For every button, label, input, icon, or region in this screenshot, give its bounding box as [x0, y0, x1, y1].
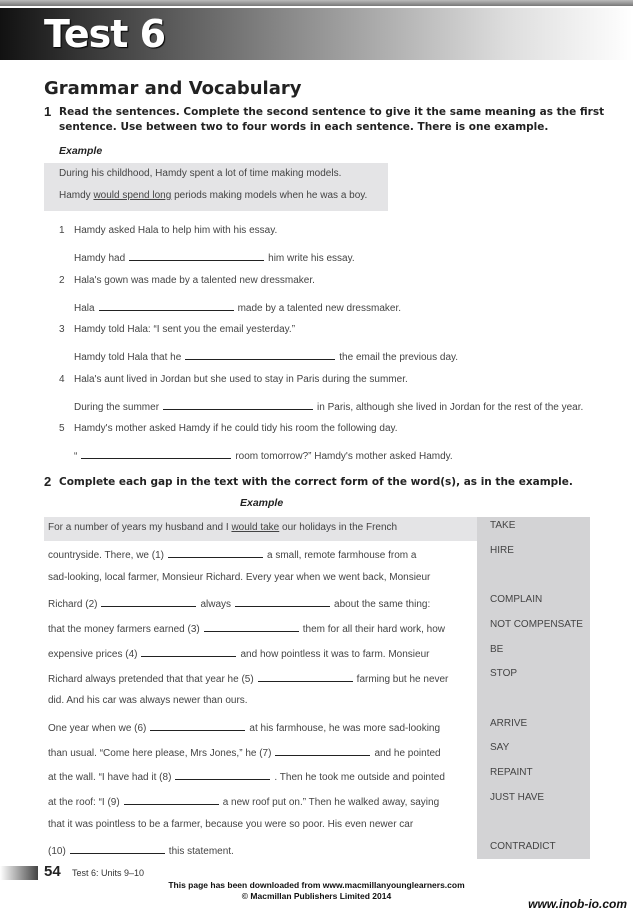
- item-number: 1: [59, 225, 65, 236]
- example-answer: would take: [231, 522, 280, 533]
- exercise-1-instructions-1: Read the sentences. Complete the second sentence to give it the same meaning as the first: [59, 106, 605, 118]
- exercise-2-instructions: Complete each gap in the text with the correct form of the word(s), as in the example.: [59, 476, 573, 488]
- word-prompt: BE: [490, 643, 504, 655]
- exercise-1-number: 1: [44, 104, 52, 119]
- text-segment: farming but he never: [356, 673, 449, 685]
- word-prompt: COMPLAIN: [490, 594, 543, 606]
- text-segment: and how pointless it was to farm. Monsieur: [240, 648, 430, 660]
- text-line: [48, 819, 413, 830]
- footer-gradient: [0, 866, 38, 880]
- copyright: © Macmillan Publishers Limited 2014: [241, 891, 392, 901]
- text-line: [48, 720, 440, 734]
- exercise-1-example-label: Example: [59, 145, 103, 157]
- text-segment: sad-looking, local farmer, Monsieur Richard. Every year when we went back, Monsieur: [48, 571, 431, 583]
- answer-blank[interactable]: [150, 720, 245, 731]
- footer-label: Test 6: Units 9–10: [72, 868, 145, 878]
- answer-blank[interactable]: [163, 399, 313, 410]
- answer-blank[interactable]: [124, 794, 219, 805]
- answer-blank[interactable]: [141, 646, 236, 657]
- rewrite-start: Hamdy had: [74, 253, 126, 264]
- word-column: [477, 517, 590, 859]
- rewrite-start: “: [74, 451, 78, 462]
- answer-blank[interactable]: [101, 596, 196, 607]
- rewrite-start: Hala: [74, 302, 95, 314]
- example-sentence-2: Hamdy would spend long periods making models when he was a boy.: [59, 190, 368, 201]
- word-prompt: REPAINT: [490, 767, 533, 778]
- rewrite-end: in Paris, although she lived in Jordan for the rest of the year.: [317, 401, 584, 413]
- rewrite-start: Hamdy told Hala that he: [74, 352, 182, 363]
- item-number: 2: [59, 274, 65, 286]
- text-segment: . Then he took me outside and pointed: [274, 772, 445, 784]
- text-segment: expensive prices (4): [48, 648, 138, 660]
- item-number: 4: [59, 373, 65, 385]
- answer-blank[interactable]: [81, 448, 231, 459]
- word-prompt: ARRIVE: [490, 717, 528, 729]
- text-segment: Richard (2): [48, 599, 98, 611]
- top-rule: [0, 0, 633, 6]
- answer-blank[interactable]: [275, 745, 370, 756]
- word-prompt: JUST HAVE: [490, 791, 545, 803]
- word-prompt: TAKE: [490, 520, 516, 531]
- text-segment: a small, remote farmhouse from a: [266, 550, 417, 561]
- text-segment: countryside. There, we (1): [48, 550, 164, 561]
- text-line: [48, 621, 445, 635]
- word-prompt: NOT COMPENSATE: [490, 618, 583, 630]
- rewrite-end: him write his essay.: [268, 253, 355, 264]
- word-prompt: STOP: [490, 668, 518, 680]
- rewrite-end: the email the previous day.: [339, 352, 459, 363]
- answer-blank[interactable]: [175, 769, 270, 780]
- exercise-2-number: 2: [44, 474, 52, 489]
- answer-blank[interactable]: [99, 300, 234, 311]
- exercise-2-example-line: For a number of years my husband and I would take our holidays in the French: [48, 522, 398, 533]
- text-segment: this statement.: [168, 846, 234, 858]
- item-rewrite: [74, 399, 583, 413]
- example-answer: would spend long: [93, 190, 172, 201]
- page-number: 54: [44, 863, 61, 880]
- text-line: [48, 695, 248, 706]
- exercise-1-instructions-2: sentence. Use between two to four words in each sentence. There is one example.: [59, 121, 549, 133]
- rewrite-start: During the summer: [74, 401, 160, 413]
- item-number: 3: [59, 324, 65, 335]
- download-notice: This page has been downloaded from www.macmillanyounglearners.com: [168, 880, 465, 890]
- item-sentence: Hamdy told Hala: “I sent you the email yesterday.”: [74, 324, 296, 335]
- text-line: [48, 596, 430, 610]
- text-line: [48, 745, 441, 759]
- text-segment: a new roof put on.” Then he walked away, saying: [222, 797, 440, 808]
- text-segment: than usual. “Come here please, Mrs Jones,” he (7): [48, 747, 272, 759]
- item-sentence: Hamdy's mother asked Hamdy if he could tidy his room the following day.: [74, 423, 398, 434]
- answer-blank[interactable]: [185, 349, 335, 360]
- item-number: 5: [59, 423, 65, 434]
- word-prompt: SAY: [490, 742, 510, 754]
- text-segment: about the same thing:: [334, 599, 431, 611]
- text-segment: at the wall. “I have had it (8): [48, 772, 172, 784]
- answer-blank[interactable]: [129, 250, 264, 261]
- text-segment: them for all their hard work, how: [302, 624, 446, 636]
- text-line: [48, 572, 430, 583]
- text-segment: at the roof: “I (9): [48, 797, 120, 808]
- text-line: [48, 769, 445, 783]
- text-line: [48, 794, 439, 808]
- item-rewrite: [74, 349, 458, 363]
- text-segment: at his farmhouse, he was more sad-looking: [249, 722, 441, 734]
- item-sentence: Hala's aunt lived in Jordan but she used to stay in Paris during the summer.: [74, 373, 408, 385]
- watermark: www.inob-io.com: [528, 897, 627, 911]
- example-sentence-1: During his childhood, Hamdy spent a lot of time making models.: [59, 168, 342, 179]
- item-rewrite: [74, 250, 355, 264]
- rewrite-end: made by a talented new dressmaker.: [237, 302, 402, 314]
- word-prompt: HIRE: [490, 544, 514, 556]
- rewrite-end: room tomorrow?” Hamdy's mother asked Hamdy.: [235, 451, 453, 462]
- section-title: Grammar and Vocabulary: [44, 78, 302, 99]
- text-segment: Richard always pretended that that year he (5): [48, 673, 254, 685]
- item-sentence: Hala's gown was made by a talented new dressmaker.: [74, 274, 315, 286]
- item-rewrite: [74, 448, 453, 462]
- item-rewrite: [74, 300, 401, 314]
- page-title: Test 6: [44, 12, 166, 56]
- text-line: [48, 843, 234, 857]
- text-segment: that the money farmers earned (3): [48, 624, 200, 636]
- text-segment: did. And his car was always newer than ours.: [48, 695, 248, 707]
- item-sentence: Hamdy asked Hala to help him with his essay.: [74, 225, 278, 236]
- text-segment: and he pointed: [374, 747, 441, 759]
- exercise-2-example-label: Example: [240, 497, 284, 509]
- text-line: [48, 547, 416, 561]
- answer-blank[interactable]: [70, 843, 165, 854]
- text-segment: always: [200, 599, 232, 611]
- answer-blank[interactable]: [258, 671, 353, 682]
- text-segment: One year when we (6): [48, 722, 147, 734]
- answer-blank[interactable]: [235, 596, 330, 607]
- text-segment: that it was pointless to be a farmer, because you were so poor. His even newer car: [48, 818, 414, 830]
- text-line: [48, 671, 448, 685]
- text-line: [48, 646, 429, 660]
- answer-blank[interactable]: [204, 621, 299, 632]
- answer-blank[interactable]: [168, 547, 263, 558]
- word-prompt: CONTRADICT: [490, 841, 556, 853]
- text-segment: (10): [48, 846, 66, 858]
